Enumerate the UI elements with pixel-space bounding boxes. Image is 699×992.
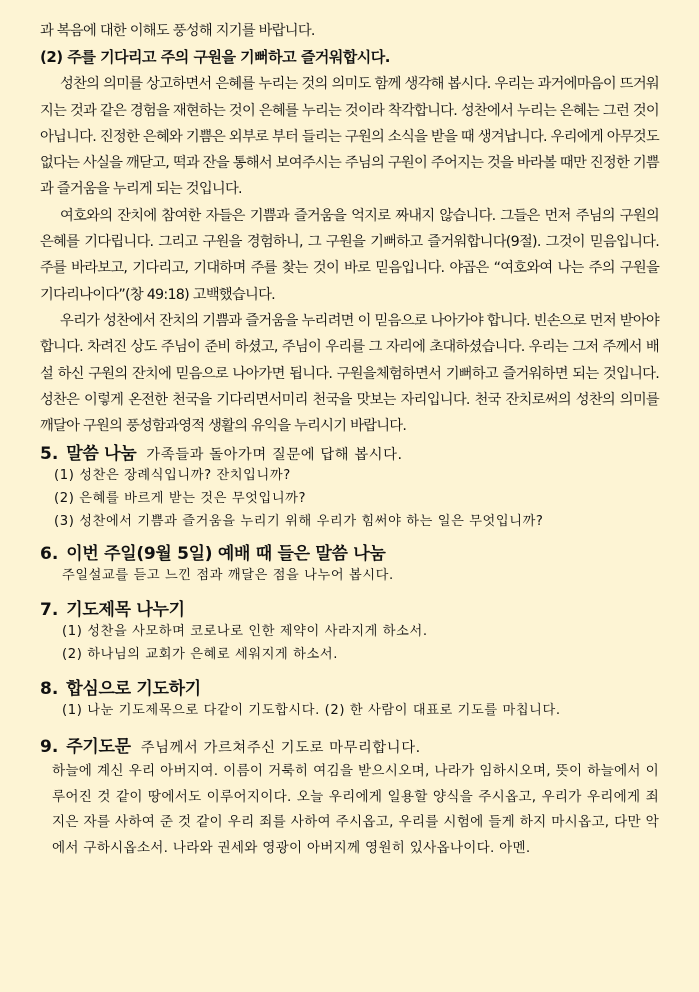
- lords-prayer-text: 하늘에 계신 우리 아버지여. 이름이 거룩히 여김을 받으시오며, 나라가 임하시오며, 뜻이 하늘에서 이루어진 것 같이 땅에서도 이루어지이다. 오늘 우리에게 일용할 양식을 주시옵고, 우리가 우리에게 죄 지은 자를 사하여 준 것 같이 우리 죄를 사하여 주시옵고, 우리를 시험에 들게 하지 마시옵고, 다만 악에서 구하시옵소서. 나라와 권세와 영광이 아버지께 영원히 있사옵나이다. 아멘.: [52, 763, 659, 856]
- section-7-item-2: (2) 하나님의 교회가 은혜로 세워지게 하소서.: [62, 647, 338, 663]
- section-5-title: 말씀 나눔: [66, 444, 137, 465]
- section-7-number: 7.: [40, 600, 59, 621]
- subsection-2-heading: (2) 주를 기다리고 주의 구원을 기뻐하고 즐거워합시다.: [40, 48, 390, 67]
- paragraph-1: 성찬의 의미를 상고하면서 은혜를 누리는 것의 의미도 함께 생각해 봅시다. 우리는 과거에마음이 뜨거워지는 것과 같은 경험을 재현하는 것이 은혜를 누리는 것이라 착각합니다. 성찬에서 누리는 은혜는 그런 것이 아닙니다. 진정한 은혜와 기쁨은 외부로 부터 들리는 구원의 소식을 받을 때 생겨납니다. 우리에게 아무것도 없다는 사실을 깨닫고, 떡과 잔을 통해서 보여주시는 주님의 구원이 주어지는 것을 바라볼 때만 진정한 기쁨과 즐거움을 누리게 되는 것입니다.: [40, 76, 659, 198]
- section-7-title: 기도제목 나누기: [66, 600, 185, 621]
- section-5-desc: 가족들과 돌아가며 질문에 답해 봅시다.: [146, 447, 403, 464]
- section-8-number: 8.: [40, 679, 59, 700]
- section-7-heading: [40, 595, 659, 620]
- section-9-desc: 주님께서 가르쳐주신 기도로 마무리합니다.: [140, 740, 421, 757]
- section-5-heading: [40, 439, 659, 464]
- section-8-body: (1) 나눈 기도제목으로 다같이 기도합시다. (2) 한 사람이 대표로 기도를 마칩니다.: [62, 703, 561, 719]
- paragraph-3: 우리가 성찬에서 잔치의 기쁨과 즐거움을 누리려면 이 믿음으로 나아가야 합니다. 빈손으로 먼저 받아야 합니다. 차려진 상도 주님이 준비 하셨고, 주님이 우리를 그 자리에 초대하셨습니다. 우리는 그저 주께서 배설 하신 구원의 잔치에 믿음으로 나아가면 됩니다. 구원을체험하면서 기뻐하고 즐거워하면 되는 것입니다. 성찬은 이렇게 온전한 천국을 기다리면서미리 천국을 맛보는 자리입니다. 천국 잔치로써의 성찬의 의미를 깨달아 구원의 풍성함과영적 생활의 유익을 누리시기 바랍니다.: [40, 312, 659, 435]
- section-9-title: 주기도문: [66, 737, 131, 758]
- section-7-item-1: (1) 성찬을 사모하며 코로나로 인한 제약이 사라지게 하소서.: [62, 624, 428, 640]
- section-9-number: 9.: [40, 737, 59, 758]
- section-6-body: 주일설교를 듣고 느낀 점과 깨달은 점을 나누어 봅시다.: [62, 568, 394, 584]
- section-5-item-3: (3) 성찬에서 기쁨과 즐거움을 누리기 위해 우리가 힘써야 하는 일은 무엇입니까?: [54, 514, 544, 530]
- section-5-item-2: (2) 은혜를 바르게 받는 것은 무엇입니까?: [54, 491, 307, 507]
- section-8-heading: [40, 674, 659, 699]
- section-9-heading: [40, 732, 659, 757]
- section-8-title: 합심으로 기도하기: [66, 679, 201, 700]
- intro-tail: 과 복음에 대한 이해도 풍성해 지기를 바랍니다.: [40, 23, 315, 39]
- paragraph-2: 여호와의 잔치에 참여한 자들은 기쁨과 즐거움을 억지로 짜내지 않습니다. 그들은 먼저 주님의 구원의 은혜를 기다립니다. 그리고 구원을 경험하니, 그 구원을 기뻐하고 즐거워합니다(9절). 그것이 믿음입니다. 주를 바라보고, 기다리고, 기대하며 주를 찾는 것이 바로 믿음입니다. 야곱은 “여호와여 나는 주의 구원을 기다리나이다”(창 49:18) 고백했습니다.: [40, 207, 659, 303]
- section-5-number: 5.: [40, 444, 59, 465]
- section-5-item-1: (1) 성찬은 장례식입니까? 잔치입니까?: [54, 468, 291, 484]
- section-6-heading: [40, 539, 659, 564]
- section-6-number: 6.: [40, 544, 59, 565]
- section-6-title: 이번 주일(9월 5일) 예배 때 들은 말씀 나눔: [66, 544, 386, 565]
